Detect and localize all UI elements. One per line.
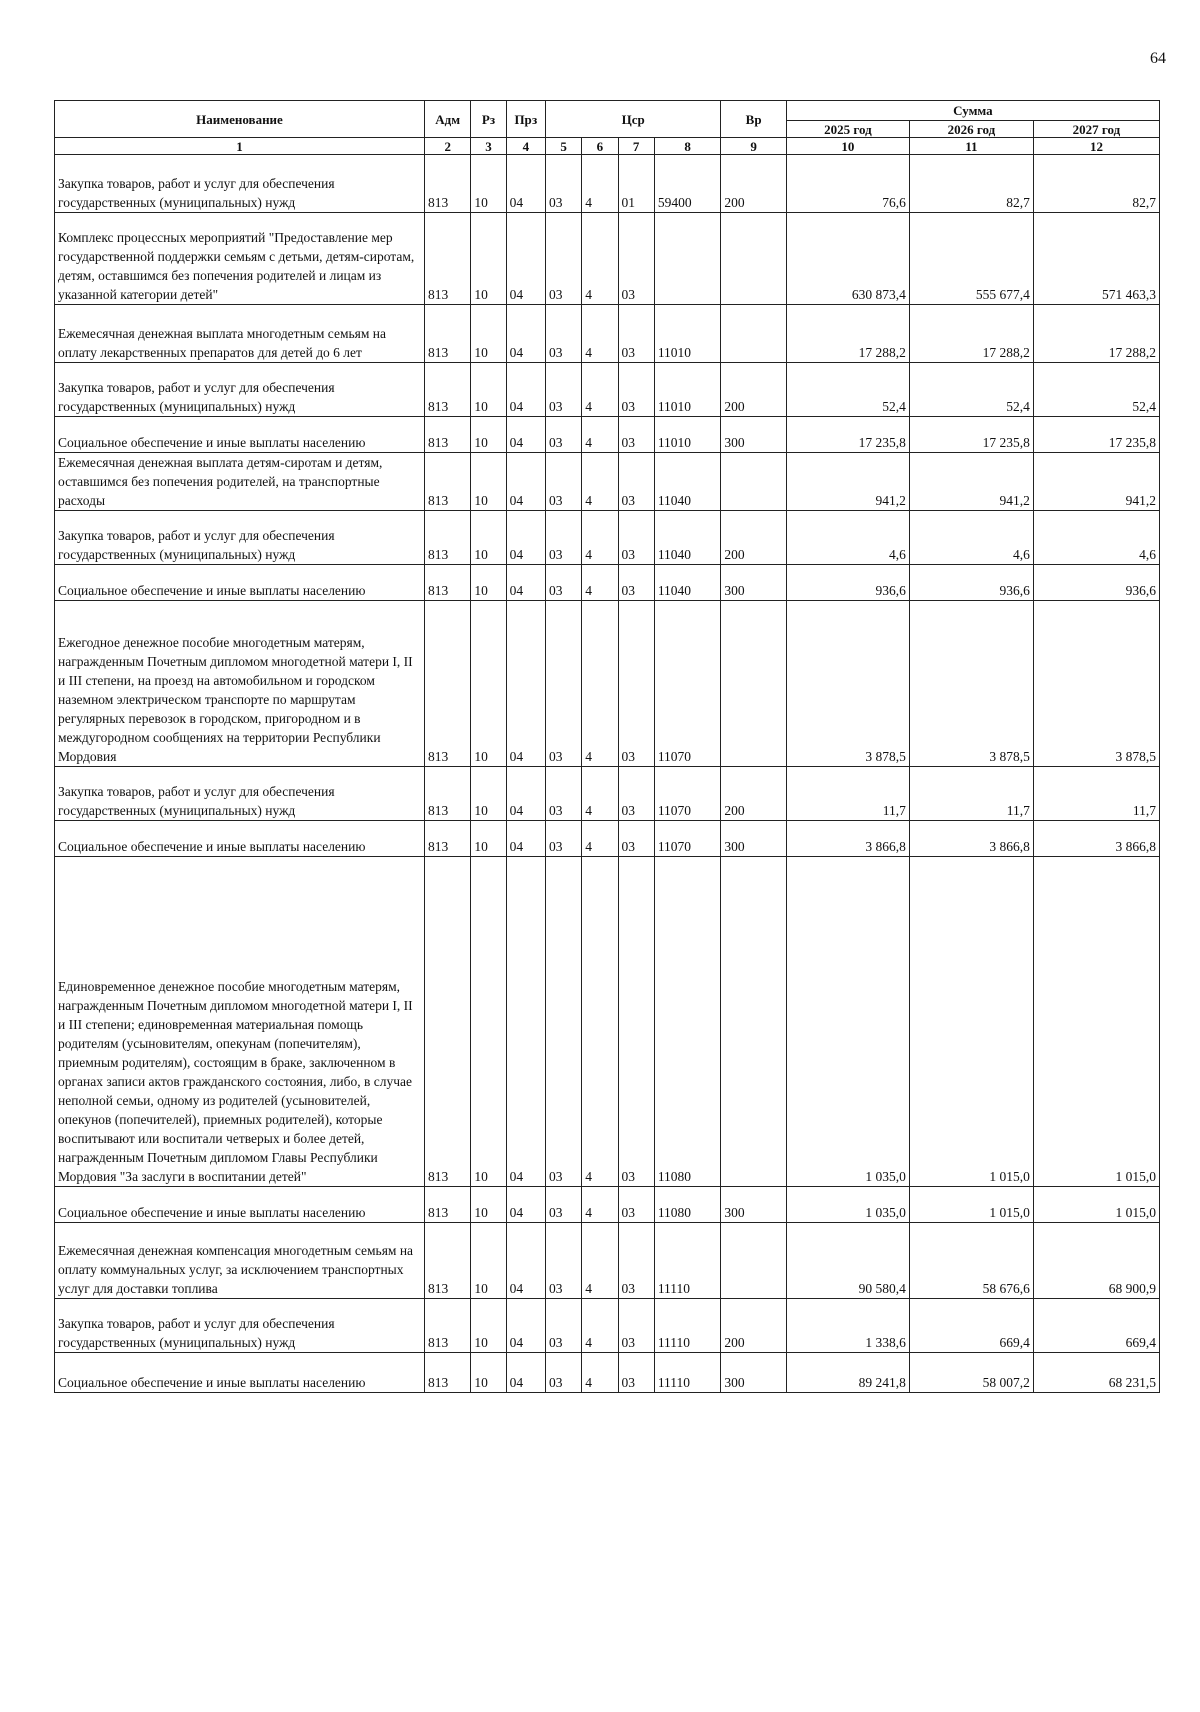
row-sum-2025: 4,6 xyxy=(786,511,909,565)
row-sum-2026: 3 878,5 xyxy=(909,601,1033,767)
row-vr xyxy=(721,305,787,363)
row-sum-2026: 58 007,2 xyxy=(909,1353,1033,1393)
row-name: Закупка товаров, работ и услуг для обеспечения государственных (муниципальных) нужд xyxy=(55,1299,425,1353)
row-csr-7: 03 xyxy=(618,1299,654,1353)
header-sum: Сумма xyxy=(786,101,1159,121)
row-prz: 04 xyxy=(506,1223,545,1299)
row-name: Закупка товаров, работ и услуг для обеспечения государственных (муниципальных) нужд xyxy=(55,767,425,821)
row-name: Ежемесячная денежная выплата многодетным семьям на оплату лекарственных препаратов для детей до 6 лет xyxy=(55,305,425,363)
row-rz: 10 xyxy=(471,305,506,363)
row-sum-2025: 3 878,5 xyxy=(786,601,909,767)
row-adm: 813 xyxy=(425,305,471,363)
row-rz: 10 xyxy=(471,213,506,305)
row-csr-8: 11040 xyxy=(654,453,721,511)
row-prz: 04 xyxy=(506,453,545,511)
header-rz: Рз xyxy=(471,101,506,138)
row-name: Ежемесячная денежная компенсация многодетным семьям на оплату коммунальных услуг, за исключением транспортных услуг для доставки топлива xyxy=(55,1223,425,1299)
row-csr-7: 03 xyxy=(618,305,654,363)
row-rz: 10 xyxy=(471,767,506,821)
row-csr-7: 03 xyxy=(618,857,654,1187)
row-vr: 300 xyxy=(721,1187,787,1223)
row-sum-2025: 1 035,0 xyxy=(786,857,909,1187)
row-name: Социальное обеспечение и иные выплаты населению xyxy=(55,821,425,857)
row-prz: 04 xyxy=(506,767,545,821)
row-csr-7: 03 xyxy=(618,1223,654,1299)
row-sum-2027: 3 878,5 xyxy=(1033,601,1159,767)
row-sum-2025: 17 235,8 xyxy=(786,417,909,453)
column-number: 8 xyxy=(654,138,721,155)
row-rz: 10 xyxy=(471,857,506,1187)
row-sum-2025: 90 580,4 xyxy=(786,1223,909,1299)
row-sum-2027: 68 900,9 xyxy=(1033,1223,1159,1299)
row-csr-6: 4 xyxy=(582,1223,618,1299)
row-csr-6: 4 xyxy=(582,453,618,511)
row-sum-2026: 82,7 xyxy=(909,155,1033,213)
column-number: 4 xyxy=(506,138,545,155)
row-sum-2027: 68 231,5 xyxy=(1033,1353,1159,1393)
row-sum-2025: 52,4 xyxy=(786,363,909,417)
row-csr-6: 4 xyxy=(582,213,618,305)
table-row xyxy=(55,767,1160,821)
row-name: Ежемесячная денежная выплата детям-сиротам и детям, оставшимся без попечения родителей, на транспортные расходы xyxy=(55,453,425,511)
table-row xyxy=(55,155,1160,213)
row-sum-2026: 1 015,0 xyxy=(909,1187,1033,1223)
row-csr-5: 03 xyxy=(545,305,581,363)
row-csr-5: 03 xyxy=(545,511,581,565)
row-sum-2026: 17 288,2 xyxy=(909,305,1033,363)
row-adm: 813 xyxy=(425,1223,471,1299)
row-vr xyxy=(721,601,787,767)
table-row xyxy=(55,1353,1160,1393)
header-adm: Адм xyxy=(425,101,471,138)
row-csr-5: 03 xyxy=(545,767,581,821)
budget-table xyxy=(54,100,1160,1393)
row-sum-2025: 936,6 xyxy=(786,565,909,601)
row-sum-2027: 4,6 xyxy=(1033,511,1159,565)
column-number: 1 xyxy=(55,138,425,155)
row-vr: 200 xyxy=(721,155,787,213)
row-csr-7: 03 xyxy=(618,821,654,857)
row-csr-6: 4 xyxy=(582,155,618,213)
row-rz: 10 xyxy=(471,1299,506,1353)
row-sum-2027: 1 015,0 xyxy=(1033,1187,1159,1223)
column-number-row xyxy=(55,138,1160,155)
row-rz: 10 xyxy=(471,1223,506,1299)
row-prz: 04 xyxy=(506,565,545,601)
row-sum-2025: 11,7 xyxy=(786,767,909,821)
header-year-2026: 2026 год xyxy=(909,121,1033,138)
row-name: Ежегодное денежное пособие многодетным матерям, награжденным Почетным дипломом многодетной матери I, II и III степени, на проезд на автомобильном и городском наземном электрическом транспорте по маршрутам регулярных перевозок в городском, пригородном и в междугородном сообщениях на территории Республики Мордовия xyxy=(55,601,425,767)
row-vr xyxy=(721,1223,787,1299)
row-csr-8: 59400 xyxy=(654,155,721,213)
row-prz: 04 xyxy=(506,857,545,1187)
row-sum-2027: 936,6 xyxy=(1033,565,1159,601)
row-csr-8: 11040 xyxy=(654,565,721,601)
row-sum-2026: 669,4 xyxy=(909,1299,1033,1353)
table-row xyxy=(55,417,1160,453)
row-sum-2026: 3 866,8 xyxy=(909,821,1033,857)
row-sum-2025: 630 873,4 xyxy=(786,213,909,305)
row-csr-6: 4 xyxy=(582,511,618,565)
row-sum-2026: 4,6 xyxy=(909,511,1033,565)
row-sum-2025: 17 288,2 xyxy=(786,305,909,363)
table-row xyxy=(55,213,1160,305)
row-sum-2027: 17 235,8 xyxy=(1033,417,1159,453)
row-sum-2025: 1 035,0 xyxy=(786,1187,909,1223)
row-prz: 04 xyxy=(506,305,545,363)
row-csr-7: 03 xyxy=(618,511,654,565)
row-csr-7: 01 xyxy=(618,155,654,213)
row-csr-6: 4 xyxy=(582,363,618,417)
row-name: Закупка товаров, работ и услуг для обеспечения государственных (муниципальных) нужд xyxy=(55,155,425,213)
row-csr-5: 03 xyxy=(545,1187,581,1223)
column-number: 7 xyxy=(618,138,654,155)
row-vr: 300 xyxy=(721,565,787,601)
table-row xyxy=(55,511,1160,565)
table-row xyxy=(55,601,1160,767)
row-csr-5: 03 xyxy=(545,565,581,601)
row-csr-6: 4 xyxy=(582,565,618,601)
table-row xyxy=(55,1223,1160,1299)
row-csr-8: 11070 xyxy=(654,767,721,821)
table-row xyxy=(55,363,1160,417)
row-csr-8: 11110 xyxy=(654,1299,721,1353)
column-number: 3 xyxy=(471,138,506,155)
row-csr-7: 03 xyxy=(618,213,654,305)
row-sum-2025: 76,6 xyxy=(786,155,909,213)
row-csr-8: 11070 xyxy=(654,821,721,857)
row-name: Социальное обеспечение и иные выплаты населению xyxy=(55,565,425,601)
row-csr-5: 03 xyxy=(545,857,581,1187)
row-csr-7: 03 xyxy=(618,601,654,767)
row-prz: 04 xyxy=(506,821,545,857)
row-sum-2027: 571 463,3 xyxy=(1033,213,1159,305)
row-rz: 10 xyxy=(471,821,506,857)
row-adm: 813 xyxy=(425,821,471,857)
row-prz: 04 xyxy=(506,417,545,453)
row-csr-6: 4 xyxy=(582,1353,618,1393)
row-csr-7: 03 xyxy=(618,767,654,821)
row-csr-8: 11040 xyxy=(654,511,721,565)
row-sum-2026: 555 677,4 xyxy=(909,213,1033,305)
row-sum-2025: 89 241,8 xyxy=(786,1353,909,1393)
column-number: 10 xyxy=(786,138,909,155)
row-csr-5: 03 xyxy=(545,821,581,857)
table-row xyxy=(55,1299,1160,1353)
row-csr-8: 11110 xyxy=(654,1353,721,1393)
row-rz: 10 xyxy=(471,155,506,213)
row-sum-2027: 11,7 xyxy=(1033,767,1159,821)
row-vr: 200 xyxy=(721,363,787,417)
row-csr-5: 03 xyxy=(545,155,581,213)
row-sum-2025: 3 866,8 xyxy=(786,821,909,857)
row-csr-5: 03 xyxy=(545,1223,581,1299)
row-name: Закупка товаров, работ и услуг для обеспечения государственных (муниципальных) нужд xyxy=(55,363,425,417)
row-prz: 04 xyxy=(506,511,545,565)
row-rz: 10 xyxy=(471,601,506,767)
row-csr-8: 11070 xyxy=(654,601,721,767)
row-name: Единовременное денежное пособие многодетным матерям, награжденным Почетным дипломом многодетной матери I, II и III степени; единовременная материальная помощь родителям (усыновителям, опекунам (попечителям), приемным родителям), состоящим в браке, заключенном в органах записи актов гражданского состояния, либо, в случае неполной семьи, одному из родителей (усыновителей, опекунов (попечителей), приемных родителей), которые воспитывают или воспитали четверых и более детей, награжденным Почетным дипломом Главы Республики Мордовия "За заслуги в воспитании детей" xyxy=(55,857,425,1187)
row-rz: 10 xyxy=(471,511,506,565)
row-csr-6: 4 xyxy=(582,1299,618,1353)
row-csr-5: 03 xyxy=(545,1299,581,1353)
row-csr-6: 4 xyxy=(582,1187,618,1223)
column-number: 2 xyxy=(425,138,471,155)
row-csr-8: 11010 xyxy=(654,417,721,453)
column-number: 9 xyxy=(721,138,787,155)
table-row xyxy=(55,821,1160,857)
row-rz: 10 xyxy=(471,1187,506,1223)
row-adm: 813 xyxy=(425,857,471,1187)
row-csr-6: 4 xyxy=(582,601,618,767)
row-vr xyxy=(721,857,787,1187)
row-sum-2026: 936,6 xyxy=(909,565,1033,601)
row-csr-8: 11110 xyxy=(654,1223,721,1299)
row-csr-5: 03 xyxy=(545,1353,581,1393)
row-prz: 04 xyxy=(506,601,545,767)
row-prz: 04 xyxy=(506,1299,545,1353)
row-prz: 04 xyxy=(506,155,545,213)
row-sum-2026: 17 235,8 xyxy=(909,417,1033,453)
row-vr: 300 xyxy=(721,417,787,453)
table-row xyxy=(55,857,1160,1187)
row-rz: 10 xyxy=(471,565,506,601)
table-body xyxy=(55,155,1160,1393)
row-prz: 04 xyxy=(506,1353,545,1393)
header-name: Наименование xyxy=(55,101,425,138)
row-name: Социальное обеспечение и иные выплаты населению xyxy=(55,1187,425,1223)
row-sum-2026: 941,2 xyxy=(909,453,1033,511)
row-rz: 10 xyxy=(471,453,506,511)
column-number: 11 xyxy=(909,138,1033,155)
row-csr-7: 03 xyxy=(618,565,654,601)
row-name: Закупка товаров, работ и услуг для обеспечения государственных (муниципальных) нужд xyxy=(55,511,425,565)
row-sum-2025: 1 338,6 xyxy=(786,1299,909,1353)
table-row xyxy=(55,453,1160,511)
row-sum-2027: 3 866,8 xyxy=(1033,821,1159,857)
row-csr-5: 03 xyxy=(545,213,581,305)
row-csr-8: 11080 xyxy=(654,857,721,1187)
row-vr: 200 xyxy=(721,511,787,565)
header-prz: Прз xyxy=(506,101,545,138)
header-csr: Цср xyxy=(545,101,720,138)
header-vr: Вр xyxy=(721,101,787,138)
row-csr-7: 03 xyxy=(618,1353,654,1393)
row-sum-2027: 1 015,0 xyxy=(1033,857,1159,1187)
row-vr: 200 xyxy=(721,1299,787,1353)
row-prz: 04 xyxy=(506,363,545,417)
row-adm: 813 xyxy=(425,1187,471,1223)
row-adm: 813 xyxy=(425,565,471,601)
row-csr-8 xyxy=(654,213,721,305)
row-sum-2027: 17 288,2 xyxy=(1033,305,1159,363)
row-vr: 200 xyxy=(721,767,787,821)
row-rz: 10 xyxy=(471,417,506,453)
table-row xyxy=(55,1187,1160,1223)
row-prz: 04 xyxy=(506,213,545,305)
row-sum-2027: 82,7 xyxy=(1033,155,1159,213)
row-sum-2027: 669,4 xyxy=(1033,1299,1159,1353)
row-csr-6: 4 xyxy=(582,305,618,363)
row-adm: 813 xyxy=(425,767,471,821)
row-sum-2026: 1 015,0 xyxy=(909,857,1033,1187)
row-csr-8: 11010 xyxy=(654,305,721,363)
row-adm: 813 xyxy=(425,363,471,417)
table-row xyxy=(55,305,1160,363)
row-sum-2027: 941,2 xyxy=(1033,453,1159,511)
row-vr: 300 xyxy=(721,821,787,857)
row-name: Социальное обеспечение и иные выплаты населению xyxy=(55,417,425,453)
header-year-2027: 2027 год xyxy=(1033,121,1159,138)
column-number: 12 xyxy=(1033,138,1159,155)
row-adm: 813 xyxy=(425,155,471,213)
row-csr-5: 03 xyxy=(545,417,581,453)
row-csr-6: 4 xyxy=(582,821,618,857)
row-sum-2027: 52,4 xyxy=(1033,363,1159,417)
row-csr-6: 4 xyxy=(582,857,618,1187)
row-csr-8: 11080 xyxy=(654,1187,721,1223)
row-rz: 10 xyxy=(471,363,506,417)
header-year-2025: 2025 год xyxy=(786,121,909,138)
row-sum-2026: 11,7 xyxy=(909,767,1033,821)
row-name: Комплекс процессных мероприятий "Предоставление мер государственной поддержки семьям с детьми, детям-сиротам, детям, оставшимся без попечения родителей и лицам из указанной категории детей" xyxy=(55,213,425,305)
row-sum-2025: 941,2 xyxy=(786,453,909,511)
row-adm: 813 xyxy=(425,1299,471,1353)
row-csr-6: 4 xyxy=(582,767,618,821)
row-csr-7: 03 xyxy=(618,1187,654,1223)
row-adm: 813 xyxy=(425,1353,471,1393)
row-csr-7: 03 xyxy=(618,453,654,511)
row-sum-2026: 58 676,6 xyxy=(909,1223,1033,1299)
row-adm: 813 xyxy=(425,601,471,767)
row-prz: 04 xyxy=(506,1187,545,1223)
row-vr xyxy=(721,453,787,511)
column-number: 6 xyxy=(582,138,618,155)
row-sum-2026: 52,4 xyxy=(909,363,1033,417)
page-number: 64 xyxy=(1150,50,1166,67)
row-csr-8: 11010 xyxy=(654,363,721,417)
row-rz: 10 xyxy=(471,1353,506,1393)
row-adm: 813 xyxy=(425,453,471,511)
row-vr: 300 xyxy=(721,1353,787,1393)
row-csr-7: 03 xyxy=(618,417,654,453)
row-adm: 813 xyxy=(425,213,471,305)
row-csr-5: 03 xyxy=(545,363,581,417)
row-adm: 813 xyxy=(425,511,471,565)
row-csr-6: 4 xyxy=(582,417,618,453)
column-number: 5 xyxy=(545,138,581,155)
table-row xyxy=(55,565,1160,601)
row-csr-5: 03 xyxy=(545,601,581,767)
row-vr xyxy=(721,213,787,305)
row-name: Социальное обеспечение и иные выплаты населению xyxy=(55,1353,425,1393)
row-csr-7: 03 xyxy=(618,363,654,417)
row-adm: 813 xyxy=(425,417,471,453)
row-csr-5: 03 xyxy=(545,453,581,511)
